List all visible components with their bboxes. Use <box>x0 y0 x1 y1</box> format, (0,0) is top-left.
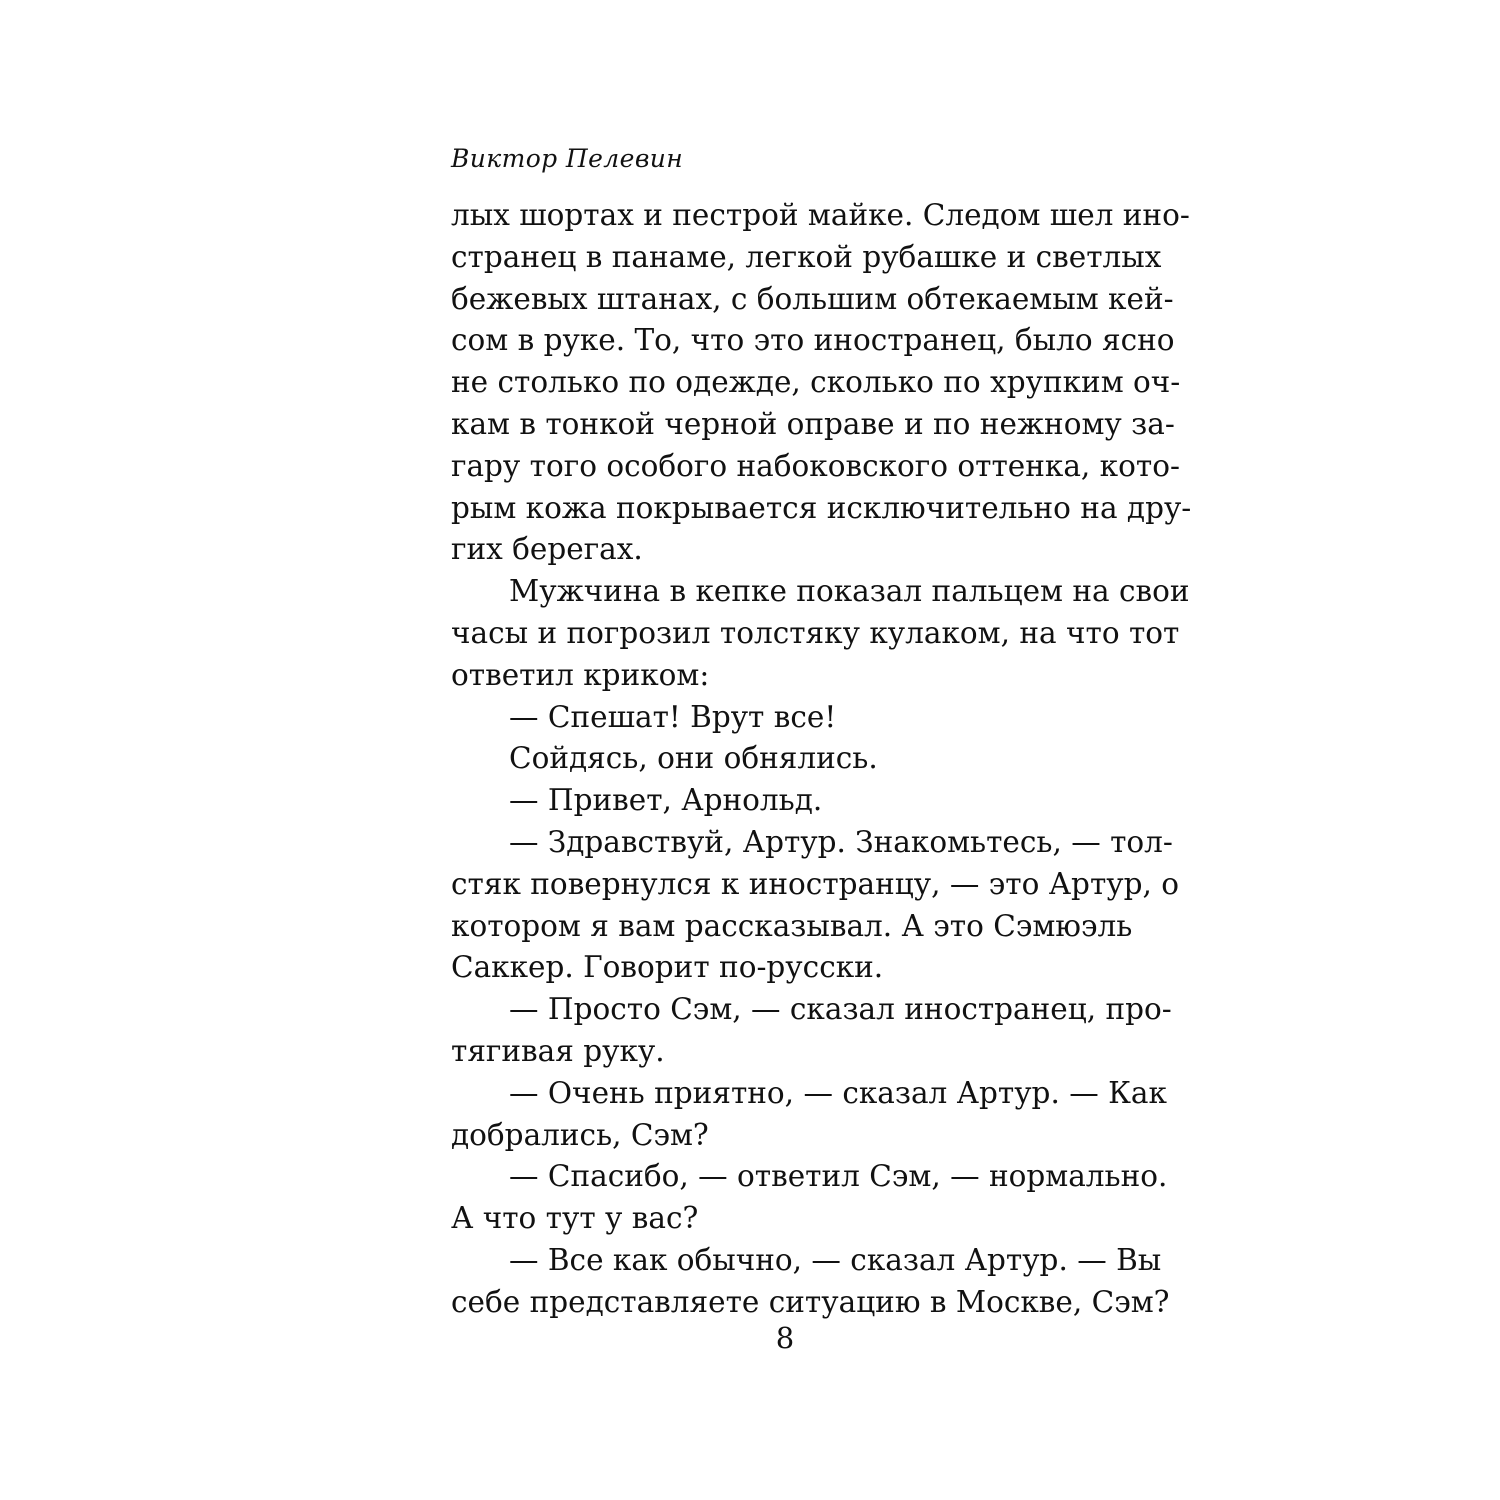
text-line: ответил криком: <box>451 657 710 692</box>
page-number: 8 <box>775 1321 795 1355</box>
text-line: тягивая руку. <box>451 1033 665 1068</box>
text-line: — Просто Сэм, — сказал иностранец, про- <box>509 992 1172 1027</box>
text-line: рым кожа покрывается исключительно на дру- <box>451 490 1192 525</box>
text-line: — Очень приятно, — сказал Артур. — Как <box>509 1075 1167 1110</box>
text-line: сом в руке. То, что это иностранец, было ясно <box>451 323 1175 358</box>
text-line: Мужчина в кепке показал пальцем на свои <box>509 574 1190 609</box>
text-line: А что тут у вас? <box>451 1201 699 1236</box>
text-line: странец в панаме, легкой рубашке и светлых <box>451 239 1162 274</box>
text-line: не столько по одежде, сколько по хрупким оч- <box>451 365 1181 400</box>
text-line: котором я вам рассказывал. А это Сэмюэль <box>451 908 1133 943</box>
text-line: Саккер. Говорит по-русски. <box>451 950 884 985</box>
text-line: — Здравствуй, Артур. Знакомьтесь, — тол- <box>509 824 1173 859</box>
text-line: гих берегах. <box>451 532 643 567</box>
text-line: кам в тонкой черной оправе и по нежному за- <box>451 406 1175 441</box>
body-text <box>451 195 1192 1324</box>
text-line: — Привет, Арнольд. <box>509 783 823 818</box>
text-line: добрались, Сэм? <box>451 1117 709 1152</box>
text-line: — Спешат! Врут все! <box>509 699 837 734</box>
text-line: — Спасибо, — ответил Сэм, — нормально. <box>509 1159 1168 1194</box>
text-line: гару того особого набоковского оттенка, кото- <box>451 448 1180 483</box>
text-line: Сойдясь, они обнялись. <box>509 741 878 776</box>
running-header: Виктор Пелевин <box>451 144 684 173</box>
text-line: лых шортах и пестрой майке. Следом шел ино- <box>451 198 1190 232</box>
text-line: стяк повернулся к иностранцу, — это Артур, о <box>451 866 1180 901</box>
text-line: часы и погрозил толстяку кулаком, на что тот <box>451 615 1180 650</box>
text-line: себе представляете ситуацию в Москве, Сэм? <box>451 1284 1170 1319</box>
text-line: бежевых штанах, с большим обтекаемым кей- <box>451 281 1174 316</box>
text-line: — Все как обычно, — сказал Артур. — Вы <box>509 1242 1162 1277</box>
